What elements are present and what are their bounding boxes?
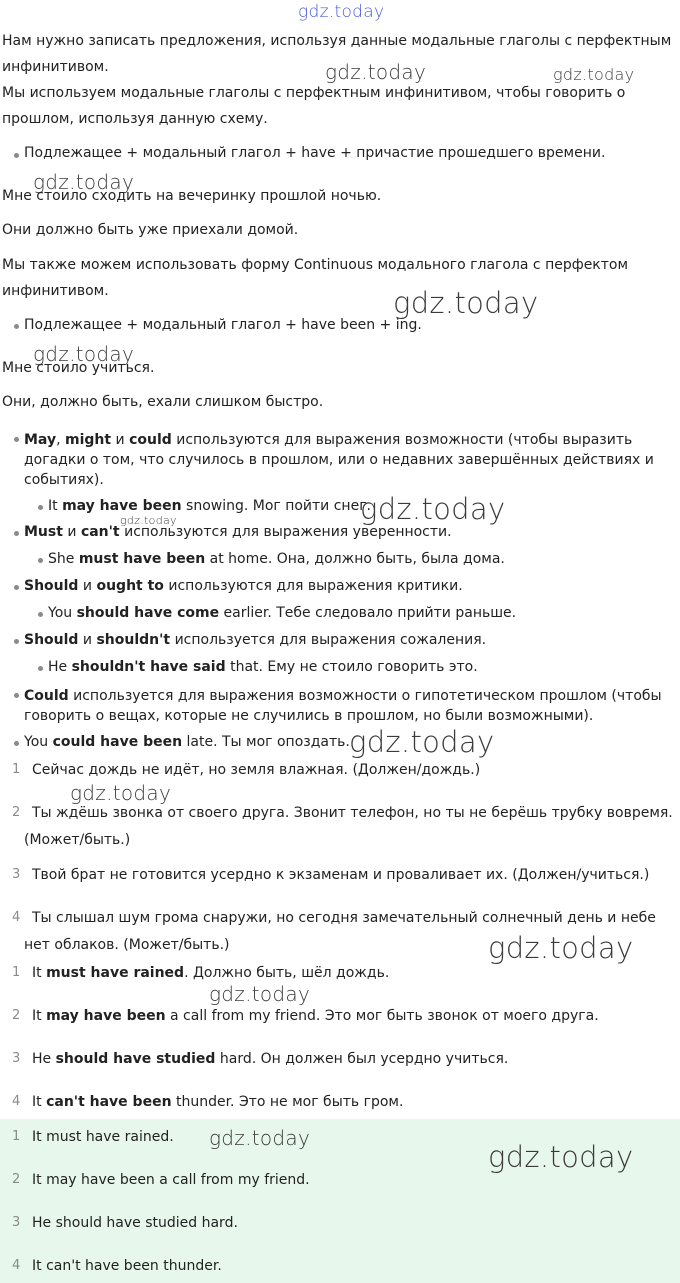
task-number: 2	[12, 805, 21, 820]
final-number: 1	[12, 1129, 21, 1144]
watermark: gdz.today	[33, 170, 135, 194]
answer-text: It can't have been thunder. Это не мог быть гром.	[32, 1094, 404, 1110]
bullet-dot	[14, 741, 19, 746]
rule-should: Should и ought to используются для выражения критики.	[24, 578, 463, 594]
final-text: It may have been a call from my friend.	[32, 1172, 310, 1188]
rule-shouldnt-example: He shouldn't have said that. Ему не стоило говорить это.	[48, 659, 478, 675]
answer-number: 1	[12, 965, 21, 980]
final-text: It must have rained.	[32, 1129, 174, 1145]
rule-could: Could используется для выражения возможности о гипотетическом прошлом (чтобы говорить о вещах, которые не случились в прошлом, но были возможными).	[24, 688, 662, 724]
rule-may-example: It may have been snowing. Мог пойти снег.	[48, 498, 372, 514]
bullet-dot	[14, 639, 19, 644]
task-text-continued: нет облаков. (Может/быть.)	[24, 937, 230, 953]
rule-must-example: She must have been at home. Она, должно быть, была дома.	[48, 551, 505, 567]
answer-number: 4	[12, 1094, 21, 1109]
final-number: 3	[12, 1215, 21, 1230]
final-text: It can't have been thunder.	[32, 1258, 222, 1274]
bullet-dot	[38, 558, 43, 563]
continuous-note: Мы также можем использовать форму Continuous модального глагола с перфектом инфинитивом.	[2, 257, 629, 299]
bullet-dot	[38, 666, 43, 671]
task-text: Ты ждёшь звонка от своего друга. Звонит телефон, но ты не берёшь трубку вовремя.	[32, 805, 673, 821]
final-number: 2	[12, 1172, 21, 1187]
watermark: gdz.today	[349, 725, 495, 759]
example-1a: Мне стоило сходить на вечеринку прошлой ночью.	[2, 188, 382, 204]
watermark: gdz.today	[120, 514, 177, 527]
bullet-dot	[14, 531, 19, 536]
watermark: gdz.today	[209, 1126, 311, 1150]
intro-paragraph-1: Нам нужно записать предложения, используя данные модальные глаголы с перфектным инфинитивом.	[2, 33, 672, 75]
watermark: gdz.today	[298, 2, 385, 22]
task-text-continued: (Может/быть.)	[24, 832, 131, 848]
watermark: gdz.today	[325, 60, 427, 84]
answer-text: It may have been a call from my friend. Это мог быть звонок от моего друга.	[32, 1008, 599, 1024]
answer-number: 3	[12, 1051, 21, 1066]
example-2b: Они, должно быть, ехали слишком быстро.	[2, 394, 324, 410]
watermark: gdz.today	[488, 931, 634, 965]
bullet-dot	[14, 585, 19, 590]
watermark: gdz.today	[33, 342, 135, 366]
bullet-dot	[38, 612, 43, 617]
bullet-dot	[14, 153, 19, 158]
intro-paragraph-2: Мы используем модальные глаголы с перфектным инфинитивом, чтобы говорить о прошлом, используя данную схему.	[2, 85, 626, 127]
watermark: gdz.today	[209, 982, 311, 1006]
task-number: 4	[12, 910, 21, 925]
task-text: Твой брат не готовится усердно к экзаменам и проваливает их. (Должен/учиться.)	[32, 867, 650, 883]
task-text: Ты слышал шум грома снаружи, но сегодня замечательный солнечный день и небе	[32, 910, 656, 926]
watermark: gdz.today	[488, 1140, 634, 1174]
bullet-dot	[38, 505, 43, 510]
task-text: Сейчас дождь не идёт, но земля влажная. (Должен/дождь.)	[32, 762, 481, 778]
answer-text: He should have studied hard. Он должен был усердно учиться.	[32, 1051, 509, 1067]
task-number: 3	[12, 867, 21, 882]
rule-must: Must и can't используются для выражения уверенности.	[24, 524, 452, 540]
bullet-dot	[14, 693, 19, 698]
example-1b: Они должно быть уже приехали домой.	[2, 222, 299, 238]
rule-shouldnt: Should и shouldn't используется для выражения сожаления.	[24, 632, 487, 648]
final-text: He should have studied hard.	[32, 1215, 238, 1231]
example-2a: Мне стоило учиться.	[2, 360, 155, 376]
bullet-dot	[14, 324, 19, 329]
rule-should-example: You should have come earlier. Тебе следовало прийти раньше.	[48, 605, 517, 621]
answer-text: It must have rained. Должно быть, шёл дождь.	[32, 965, 390, 981]
scheme-1: Подлежащее + модальный глагол + have + причастие прошедшего времени.	[24, 145, 606, 161]
bullet-dot	[14, 437, 19, 442]
task-number: 1	[12, 762, 21, 777]
answer-number: 2	[12, 1008, 21, 1023]
watermark: gdz.today	[70, 781, 172, 805]
rule-may: May, might и could используются для выражения возможности (чтобы выразить догадки о том, что случилось в прошлом, или о недавних завершённых действиях и событиях).	[24, 432, 654, 488]
watermark: gdz.today	[553, 65, 635, 84]
scheme-2: Подлежащее + модальный глагол + have been + ing.	[24, 317, 422, 333]
final-number: 4	[12, 1258, 21, 1273]
rule-could-example: You could have been late. Ты мог опоздать.	[24, 734, 350, 750]
watermark: gdz.today	[393, 286, 539, 320]
watermark: gdz.today	[360, 492, 506, 526]
